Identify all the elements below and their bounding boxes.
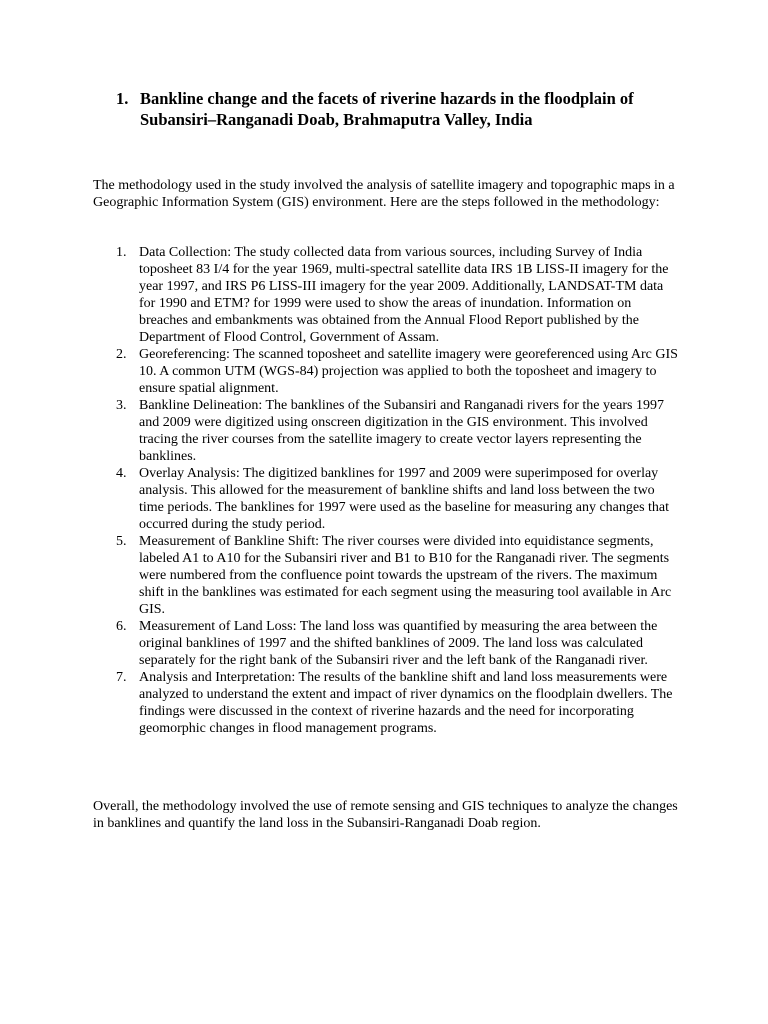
- step-item: [93, 618, 683, 669]
- step-number: 3.: [116, 398, 127, 413]
- step-text: Analysis and Interpretation: The results of the bankline shift and land loss measurements were analyzed to understand the extent and impact of river dynamics on the floodplain dwellers. The findings were discussed in the context of riverine hazards and the need for incorporating geomorphic changes in flood management programs.: [139, 670, 673, 736]
- step-item: [93, 465, 683, 533]
- step-item: [93, 244, 683, 346]
- step-number: 4.: [116, 466, 127, 481]
- step-text: Georeferencing: The scanned toposheet and satellite imagery were georeferenced using Arc GIS 10. A common UTM (WGS-84) projection was applied to both the toposheet and imagery to ensure spatial alignment.: [139, 347, 678, 396]
- closing-paragraph: Overall, the methodology involved the use of remote sensing and GIS techniques to analyze the changes in banklines and quantify the land loss in the Subansiri-Ranganadi Doab region.: [93, 799, 678, 831]
- step-number: 7.: [116, 670, 127, 685]
- step-item: [93, 533, 683, 618]
- step-number: 6.: [116, 619, 127, 634]
- step-text: Bankline Delineation: The banklines of the Subansiri and Ranganadi rivers for the years 1997 and 2009 were digitized using onscreen digitization in the GIS environment. This involved tracing the river courses from the satellite imagery to create vector layers representing the banklines.: [139, 398, 664, 464]
- step-item: [93, 669, 683, 737]
- step-item: [93, 397, 683, 465]
- step-number: 2.: [116, 347, 127, 362]
- step-number: 1.: [116, 245, 127, 260]
- step-text: Data Collection: The study collected data from various sources, including Survey of India toposheet 83 I/4 for the year 1969, multi-spectral satellite data IRS 1B LISS-II imagery for the year 1997, and IRS P6 LISS-III imagery for the year 2009. Additionally, LANDSAT-TM data for 1990 and ETM? for 1999 were used to show the areas of inundation. Information on breaches and embankments was obtained from the Annual Flood Report published by the Department of Flood Control, Government of Assam.: [139, 245, 669, 345]
- step-text: Overlay Analysis: The digitized banklines for 1997 and 2009 were superimposed for overlay analysis. This allowed for the measurement of bankline shifts and land loss between the two time periods. The banklines for 1997 were used as the baseline for measuring any changes that occurred during the study period.: [139, 466, 670, 532]
- section-heading: [116, 88, 696, 130]
- step-text: Measurement of Land Loss: The land loss was quantified by measuring the area between the original banklines of 1997 and the shifted banklines of 2009. The land loss was calculated separately for the right bank of the Subansiri river and the left bank of the Ranganadi river.: [139, 619, 658, 668]
- heading-title: Bankline change and the facets of riverine hazards in the floodplain of Subansiri–Ranganadi Doab, Brahmaputra Valley, India: [140, 89, 634, 129]
- heading-number: 1.: [116, 89, 129, 108]
- step-item: [93, 346, 683, 397]
- methodology-steps: [93, 244, 683, 737]
- step-number: 5.: [116, 534, 127, 549]
- step-text: Measurement of Bankline Shift: The river courses were divided into equidistance segments, labeled A1 to A10 for the Subansiri river and B1 to B10 for the Ranganadi river. The segments were numbered from the confluence point towards the upstream of the rivers. The maximum shift in the banklines was estimated for each segment using the measuring tool available in Arc GIS.: [139, 534, 672, 617]
- intro-paragraph: The methodology used in the study involved the analysis of satellite imagery and topographic maps in a Geographic Information System (GIS) environment. Here are the steps followed in the methodology:: [93, 178, 675, 210]
